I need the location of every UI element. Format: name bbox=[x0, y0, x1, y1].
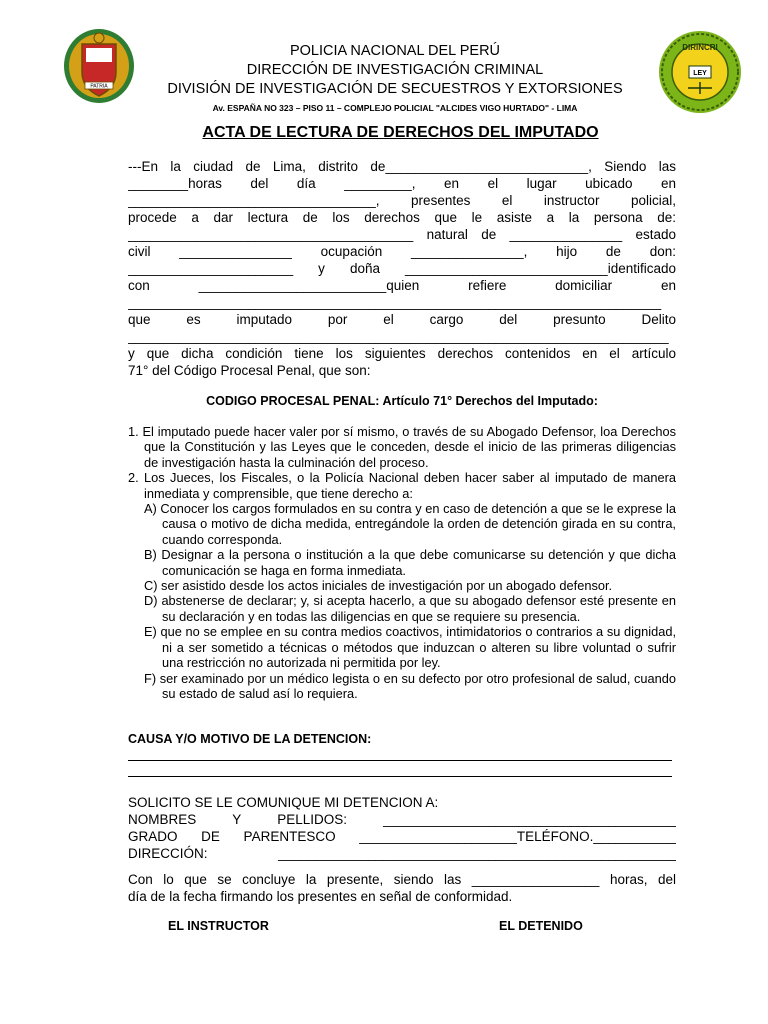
header-address: Av. ESPAÑA NO 323 – PISO 11 – COMPLEJO POLICIAL "ALCIDES VIGO HURTADO" - LIMA bbox=[212, 103, 578, 113]
right-seal-inner-text: LEY bbox=[693, 70, 707, 77]
request-line: GRADO DE PARENTESCO _____________________TELÉFONO.___________ bbox=[128, 829, 676, 844]
body-line: que es imputado por el cargo del presunto Delito bbox=[128, 312, 676, 327]
body-line: ________horas del día _________, en el lugar ubicado en bbox=[128, 176, 676, 191]
article-subitem: D) abstenerse de declarar; y, si acepta hacerlo, a que su abogado defensor esté presente en su declaración y en todas las diligencias en que se requiere su presencia. bbox=[144, 593, 676, 624]
dirincri-seal-logo bbox=[658, 30, 742, 114]
document-title: ACTA DE LECTURA DE DERECHOS DEL IMPUTADO bbox=[202, 124, 599, 141]
article-subitem: E) que no se emplee en su contra medios coactivos, intimidatorios o contrarios a su dignidad, ni a ser sometido a técnicas o métodos que induzcan o alteren su libre voluntad o sufrir una restricción no autorizada ni permitida por ley. bbox=[144, 624, 676, 671]
signature-instructor: EL INSTRUCTOR bbox=[168, 919, 269, 933]
article-item: 1. El imputado puede hacer valer por sí mismo, o través de su Abogado Defensor, loa Derechos que la Constitución y las Leyes que le conceden, desde el inicio de las primeras diligencias de investigación hasta la culminación del proceso. bbox=[128, 424, 676, 470]
article-list bbox=[128, 424, 676, 701]
body-line: procede a dar lectura de los derechos que le asiste a la persona de: bbox=[128, 210, 676, 225]
police-shield-logo bbox=[62, 26, 136, 104]
header-direction: DIRECCIÓN DE INVESTIGACIÓN CRIMINAL bbox=[246, 62, 544, 78]
cause-title: CAUSA Y/O MOTIVO DE LA DETENCION: bbox=[128, 732, 372, 746]
body-line: y que dicha condición tiene los siguientes derechos contenidos en el artículo bbox=[128, 346, 676, 361]
article-subitem: F) ser examinado por un médico legista o en su defecto por otro profesional de salud, cuando su estado de salud así lo requiera. bbox=[144, 670, 676, 701]
right-seal-text: DIRINCRI bbox=[682, 43, 718, 52]
article-subitem: C) ser asistido desde los actos iniciales de investigación por un abogado defensor. bbox=[144, 578, 613, 594]
closing-line: día de la fecha firmando los presentes en señal de conformidad. bbox=[128, 889, 513, 904]
left-seal-text: PATRIA bbox=[90, 83, 108, 90]
body-line: ---En la ciudad de Lima, distrito de___________________________, Siendo las bbox=[128, 159, 676, 174]
body-line: civil _______________ ocupación _______________, hijo de don: bbox=[128, 244, 676, 259]
cause-blank-line[interactable] bbox=[128, 760, 672, 761]
body-line: _________________________________, presentes el instructor policial, bbox=[128, 193, 676, 208]
body-line: ______________________ y doña ___________________________identificado bbox=[128, 261, 676, 276]
article-subitem: B) Designar a la persona o institución a la que debe comunicarse su detención y que dicha comunicación se haga en forma inmediata. bbox=[144, 547, 676, 578]
article-subitem: A) Conocer los cargos formulados en su contra y en caso de detención a que se le exprese la causa o motivo de dicha medida, entregándole la orden de detención girada en su contra, cuando corresponda. bbox=[144, 501, 676, 547]
closing-block bbox=[128, 871, 676, 905]
header-division: DIVISIÓN DE INVESTIGACIÓN DE SECUESTROS Y EXTORSIONES bbox=[167, 81, 623, 97]
cause-blank-line[interactable] bbox=[128, 776, 672, 777]
request-line: NOMBRES Y PELLIDOS: _______________________________________ bbox=[128, 812, 676, 827]
act-body bbox=[128, 158, 676, 379]
request-block bbox=[128, 794, 676, 862]
body-line: _______________________________________________________________________ bbox=[128, 295, 662, 310]
body-line: 71° del Código Procesal Penal, que son: bbox=[128, 363, 371, 378]
request-line: SOLICITO SE LE COMUNIQUE MI DETENCION A: bbox=[128, 795, 439, 810]
request-line: DIRECCIÓN: _____________________________________________________ bbox=[128, 846, 676, 861]
body-line: con _________________________quien refiere domiciliar en bbox=[128, 278, 676, 293]
body-line: ______________________________________ natural de _______________ estado bbox=[128, 227, 676, 242]
code-title: CODIGO PROCESAL PENAL: Artículo 71° Derechos del Imputado: bbox=[206, 394, 598, 408]
signature-detainee: EL DETENIDO bbox=[499, 919, 583, 933]
body-line: ________________________________________________________________________ bbox=[128, 329, 669, 344]
header-institution: POLICIA NACIONAL DEL PERÚ bbox=[289, 43, 501, 59]
closing-line: Con lo que se concluye la presente, siendo las _________________ horas, del bbox=[128, 872, 676, 887]
article-item: 2. Los Jueces, los Fiscales, o la Policía Nacional deben hacer saber al imputado de manera inmediata y comprensible, que tiene derecho a: bbox=[128, 470, 676, 501]
